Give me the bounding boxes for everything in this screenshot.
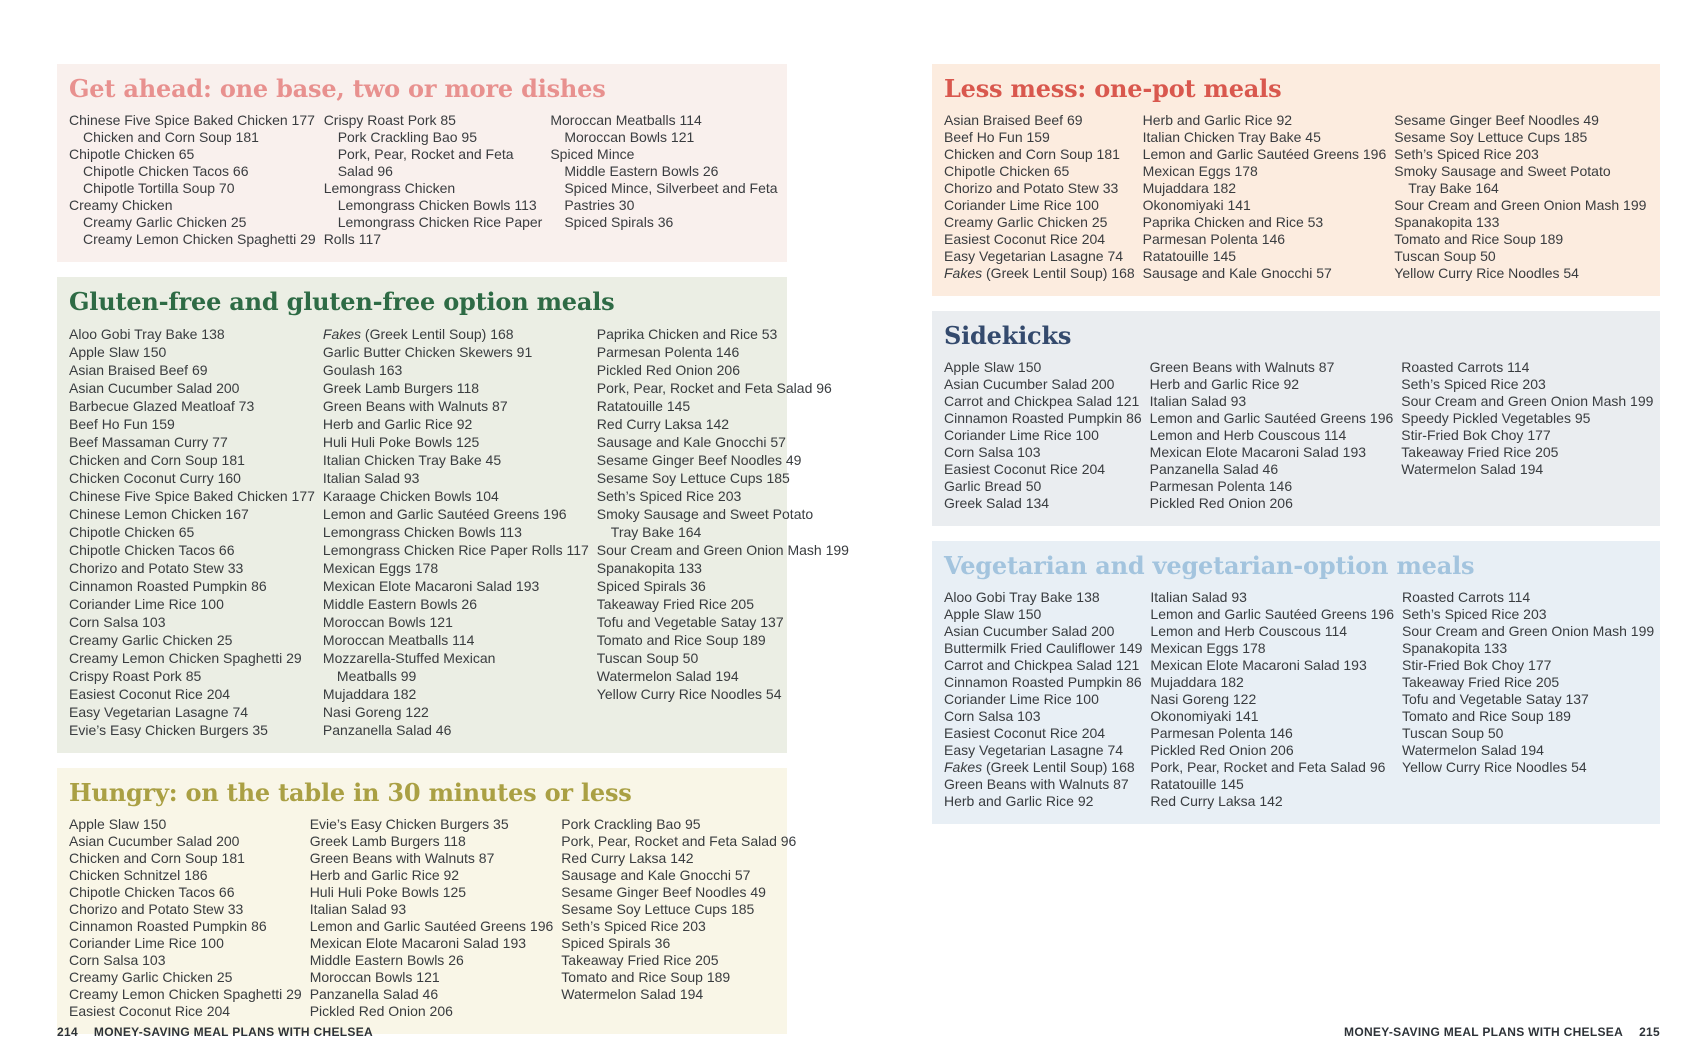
- list-item: Easiest Coconut Rice 204: [944, 461, 1106, 477]
- list-item: Moroccan Bowls 121: [309, 969, 440, 985]
- list-item: Huli Huli Poke Bowls 125: [309, 884, 467, 900]
- list-item: Chipotle Chicken 65: [69, 524, 195, 540]
- list-item: Fakes (Greek Lentil Soup) 168: [322, 326, 514, 342]
- list-item: Greek Salad 134: [944, 495, 1050, 511]
- list-item: Sour Cream and Green Onion Mash 199: [1394, 197, 1647, 213]
- list-item: Creamy Garlic Chicken 25: [69, 969, 233, 985]
- list-item: Beef Ho Fun 159: [69, 416, 175, 432]
- list-item: Easiest Coconut Rice 204: [944, 231, 1106, 247]
- list-item: Italian Salad 93: [1150, 589, 1247, 605]
- section-title: Hungry: on the table in 30 minutes or less: [69, 778, 632, 807]
- list-item: Apple Slaw 150: [944, 606, 1042, 622]
- list-item: Parmesan Polenta 146: [1150, 725, 1293, 741]
- list-item: Chicken and Corn Soup 181: [83, 129, 259, 145]
- list-item: Roasted Carrots 114: [1402, 589, 1531, 605]
- section-column: [323, 325, 597, 739]
- section-get-ahead: [57, 64, 787, 262]
- list-item: Easy Vegetarian Lasagne 74: [69, 704, 249, 720]
- list-item: Chicken Coconut Curry 160: [69, 470, 241, 486]
- list-item: Parmesan Polenta 146: [1149, 478, 1293, 494]
- list-item: Spiced Mince, Silverbeet and Feta: [564, 180, 778, 196]
- list-item: Pork Crackling Bao 95: [337, 129, 477, 145]
- list-item: Italian Salad 93: [309, 901, 407, 917]
- list-item: Mujaddara 182: [322, 686, 417, 702]
- list-item: Sesame Ginger Beef Noodles 49: [561, 884, 766, 900]
- running-title: MONEY-SAVING MEAL PLANS WITH CHELSEA: [93, 1025, 373, 1039]
- list-item: Herb and Garlic Rice 92: [309, 867, 460, 883]
- list-item: Asian Cucumber Salad 200: [69, 833, 240, 849]
- list-item: Ratatouille 145: [1150, 776, 1244, 792]
- list-item: Barbecue Glazed Meatloaf 73: [69, 398, 255, 414]
- list-item: Aloo Gobi Tray Bake 138: [944, 589, 1100, 605]
- list-item: Sesame Ginger Beef Noodles 49: [596, 452, 802, 468]
- section-hungry: [57, 768, 797, 1034]
- list-item: Chicken Schnitzel 186: [69, 867, 208, 883]
- list-item: Mozzarella-Stuffed Mexican: [322, 650, 496, 666]
- list-item: Okonomiyaki 141: [1142, 197, 1251, 213]
- list-item: Red Curry Laksa 142: [596, 416, 730, 432]
- list-item: Chicken and Corn Soup 181: [69, 452, 245, 468]
- list-item: Chipotle Chicken Tacos 66: [69, 884, 235, 900]
- page-number: 214: [57, 1025, 78, 1039]
- list-item: Mujaddara 182: [1150, 674, 1244, 690]
- section-column: [69, 816, 310, 1020]
- list-item: Cinnamon Roasted Pumpkin 86: [69, 578, 267, 594]
- list-item: Herb and Garlic Rice 92: [1149, 376, 1300, 392]
- list-item: Creamy Lemon Chicken Spaghetti 29: [69, 986, 302, 1002]
- list-item: Coriander Lime Rice 100: [944, 427, 1099, 443]
- list-item: Green Beans with Walnuts 87: [322, 398, 508, 414]
- list-item: Chorizo and Potato Stew 33: [69, 901, 244, 917]
- list-item: Coriander Lime Rice 100: [69, 596, 224, 612]
- list-item: Middle Eastern Bowls 26: [564, 163, 719, 179]
- list-item: Okonomiyaki 141: [1150, 708, 1259, 724]
- list-item: Easiest Coconut Rice 204: [69, 686, 231, 702]
- list-item: Takeaway Fried Rice 205: [561, 952, 719, 968]
- section-column: [1143, 112, 1395, 282]
- list-item: Panzanella Salad 46: [322, 722, 452, 738]
- list-item: Seth’s Spiced Rice 203: [596, 488, 742, 504]
- list-item: Moroccan Meatballs 114: [322, 632, 475, 648]
- section-column: [310, 816, 562, 1020]
- list-item: Huli Huli Poke Bowls 125: [322, 434, 480, 450]
- list-item: Corn Salsa 103: [944, 708, 1041, 724]
- list-item: Panzanella Salad 46: [1149, 461, 1279, 477]
- list-item: Asian Cucumber Salad 200: [944, 376, 1115, 392]
- section-column: [561, 816, 804, 1020]
- section-column: [550, 112, 785, 248]
- section-column: [1150, 359, 1402, 512]
- list-item: Sour Cream and Green Onion Mash 199: [1401, 393, 1654, 409]
- list-item: Tomato and Rice Soup 189: [561, 969, 731, 985]
- list-item: Spanakopita 133: [1402, 640, 1508, 656]
- list-item: Salad 96: [337, 163, 393, 179]
- list-item: Pork, Pear, Rocket and Feta Salad 96: [596, 380, 832, 396]
- list-item: Lemongrass Chicken: [323, 180, 456, 196]
- list-item: Beef Massaman Curry 77: [69, 434, 228, 450]
- list-item: Watermelon Salad 194: [561, 986, 704, 1002]
- list-item: Cinnamon Roasted Pumpkin 86: [69, 918, 267, 934]
- section-columns: [944, 589, 1655, 810]
- list-item: Chinese Five Spice Baked Chicken 177: [69, 112, 315, 128]
- list-item: Watermelon Salad 194: [596, 668, 739, 684]
- list-item: Spiced Spirals 36: [564, 214, 674, 230]
- list-item: Spanakopita 133: [1394, 214, 1500, 230]
- section-column: [944, 359, 1150, 512]
- list-item: Ratatouille 145: [596, 398, 691, 414]
- list-item: Carrot and Chickpea Salad 121: [944, 393, 1140, 409]
- section-column: [1401, 359, 1661, 512]
- section-column: [597, 325, 857, 739]
- list-item: Sesame Soy Lettuce Cups 185: [561, 901, 755, 917]
- list-item: Lemon and Garlic Sautéed Greens 196: [1149, 410, 1394, 426]
- section-columns: [69, 112, 777, 248]
- list-item: Asian Cucumber Salad 200: [69, 380, 240, 396]
- list-item: Herb and Garlic Rice 92: [944, 793, 1094, 809]
- list-item: Mexican Elote Macaroni Salad 193: [322, 578, 540, 594]
- list-item: Aloo Gobi Tray Bake 138: [69, 326, 225, 342]
- list-item: Pork, Pear, Rocket and Feta Salad 96: [1150, 759, 1386, 775]
- list-item: Italian Chicken Tray Bake 45: [1142, 129, 1321, 145]
- list-item: Tofu and Vegetable Satay 137: [596, 614, 784, 630]
- list-item: Red Curry Laksa 142: [1150, 793, 1283, 809]
- list-item: Tofu and Vegetable Satay 137: [1402, 691, 1589, 707]
- list-item: Sour Cream and Green Onion Mash 199: [1402, 623, 1655, 639]
- list-item: Easy Vegetarian Lasagne 74: [944, 248, 1124, 264]
- list-item: Sesame Soy Lettuce Cups 185: [596, 470, 790, 486]
- list-item: Seth’s Spiced Rice 203: [561, 918, 706, 934]
- list-item: Pickled Red Onion 206: [596, 362, 740, 378]
- list-item: Lemon and Garlic Sautéed Greens 196: [1142, 146, 1387, 162]
- list-item: Lemongrass Chicken Bowls 113: [322, 524, 522, 540]
- list-item: Yellow Curry Rice Noodles 54: [1394, 265, 1579, 281]
- list-item: Coriander Lime Rice 100: [69, 935, 224, 951]
- list-item: Greek Lamb Burgers 118: [322, 380, 480, 396]
- list-item: Mexican Eggs 178: [1150, 640, 1266, 656]
- list-item: Tuscan Soup 50: [596, 650, 699, 666]
- list-item: Sesame Ginger Beef Noodles 49: [1394, 112, 1599, 128]
- list-item: Chinese Five Spice Baked Chicken 177: [69, 488, 315, 504]
- list-item: Tray Bake 164: [610, 524, 702, 540]
- list-item: Asian Braised Beef 69: [944, 112, 1083, 128]
- list-item: Pork, Pear, Rocket and Feta: [337, 146, 514, 162]
- list-item: Green Beans with Walnuts 87: [944, 776, 1129, 792]
- list-item: Easiest Coconut Rice 204: [69, 1003, 231, 1019]
- list-item: Rolls 117: [323, 231, 382, 247]
- list-item: Creamy Chicken: [69, 197, 173, 213]
- list-item: Tomato and Rice Soup 189: [1402, 708, 1571, 724]
- list-item: Creamy Garlic Chicken 25: [944, 214, 1108, 230]
- section-column: [944, 112, 1143, 282]
- list-item: Creamy Lemon Chicken Spaghetti 29: [69, 650, 302, 666]
- list-item: Herb and Garlic Rice 92: [322, 416, 473, 432]
- list-item: Chicken and Corn Soup 181: [944, 146, 1120, 162]
- list-item: Mexican Eggs 178: [322, 560, 439, 576]
- list-item: Nasi Goreng 122: [1150, 691, 1257, 707]
- section-column: [324, 112, 551, 248]
- list-item: Tuscan Soup 50: [1402, 725, 1504, 741]
- list-item: Carrot and Chickpea Salad 121: [944, 657, 1140, 673]
- list-item: Corn Salsa 103: [69, 952, 166, 968]
- list-item: Creamy Garlic Chicken 25: [69, 632, 233, 648]
- list-item: Nasi Goreng 122: [322, 704, 429, 720]
- section-column: [69, 325, 323, 739]
- list-item: Moroccan Bowls 121: [564, 129, 695, 145]
- list-item: Tuscan Soup 50: [1394, 248, 1496, 264]
- section-columns: [69, 816, 797, 1020]
- list-item: Pickled Red Onion 206: [1150, 742, 1294, 758]
- list-item: Middle Eastern Bowls 26: [322, 596, 477, 612]
- list-item: Pork, Pear, Rocket and Feta Salad 96: [561, 833, 797, 849]
- section-gluten-free: [57, 277, 849, 753]
- list-item: Evie’s Easy Chicken Burgers 35: [309, 816, 509, 832]
- list-item: Mexican Elote Macaroni Salad 193: [309, 935, 527, 951]
- list-item: Spiced Spirals 36: [561, 935, 671, 951]
- section-column: [1402, 589, 1662, 810]
- list-item: Asian Cucumber Salad 200: [944, 623, 1115, 639]
- section-columns: [944, 359, 1654, 512]
- list-item: Smoky Sausage and Sweet Potato: [596, 506, 814, 522]
- list-item: Moroccan Meatballs 114: [550, 112, 702, 128]
- list-item: Sausage and Kale Gnocchi 57: [1142, 265, 1332, 281]
- list-item: Tray Bake 164: [1408, 180, 1499, 196]
- list-item: Stir-Fried Bok Choy 177: [1401, 427, 1551, 443]
- list-item: Evie’s Easy Chicken Burgers 35: [69, 722, 268, 738]
- list-item: Middle Eastern Bowls 26: [309, 952, 464, 968]
- list-item: Takeaway Fried Rice 205: [596, 596, 754, 612]
- list-item: Goulash 163: [322, 362, 403, 378]
- list-item: Chipotle Chicken Tacos 66: [69, 542, 235, 558]
- list-item: Coriander Lime Rice 100: [944, 691, 1099, 707]
- list-item: Green Beans with Walnuts 87: [1149, 359, 1335, 375]
- list-item: Italian Chicken Tray Bake 45: [322, 452, 502, 468]
- list-item: Red Curry Laksa 142: [561, 850, 694, 866]
- list-item: Cinnamon Roasted Pumpkin 86: [944, 410, 1142, 426]
- list-item: Parmesan Polenta 146: [596, 344, 740, 360]
- list-item: Herb and Garlic Rice 92: [1142, 112, 1293, 128]
- list-item: Chipotle Chicken Tacos 66: [83, 163, 249, 179]
- list-item: Tomato and Rice Soup 189: [1394, 231, 1564, 247]
- list-item: Garlic Bread 50: [944, 478, 1042, 494]
- list-item: Mexican Eggs 178: [1142, 163, 1258, 179]
- section-sidekicks: [932, 311, 1660, 526]
- list-item: Fakes (Greek Lentil Soup) 168: [944, 759, 1135, 775]
- list-item: Lemongrass Chicken Bowls 113: [337, 197, 537, 213]
- list-item: Crispy Roast Pork 85: [69, 668, 202, 684]
- list-item: Watermelon Salad 194: [1402, 742, 1544, 758]
- section-column: [1150, 589, 1402, 810]
- list-item: Moroccan Bowls 121: [322, 614, 453, 630]
- list-item: Roasted Carrots 114: [1401, 359, 1530, 375]
- page-number: 215: [1639, 1025, 1660, 1039]
- list-item: Takeaway Fried Rice 205: [1402, 674, 1560, 690]
- list-item: Chipotle Chicken 65: [944, 163, 1070, 179]
- section-column: [69, 112, 324, 248]
- section-title: Vegetarian and vegetarian-option meals: [944, 551, 1475, 580]
- list-item: Easy Vegetarian Lasagne 74: [944, 742, 1124, 758]
- list-item: Spanakopita 133: [596, 560, 702, 576]
- page-footer-left: [57, 1025, 373, 1039]
- list-item: Meatballs 99: [336, 668, 417, 684]
- list-item: Pork Crackling Bao 95: [561, 816, 701, 832]
- list-item: Watermelon Salad 194: [1401, 461, 1544, 477]
- list-item: Chicken and Corn Soup 181: [69, 850, 245, 866]
- list-item: Chipotle Tortilla Soup 70: [83, 180, 235, 196]
- list-item: Sausage and Kale Gnocchi 57: [596, 434, 786, 450]
- list-item: Sausage and Kale Gnocchi 57: [561, 867, 751, 883]
- list-item: Paprika Chicken and Rice 53: [1142, 214, 1324, 230]
- page-right: [848, 0, 1696, 1053]
- list-item: Buttermilk Fried Cauliflower 149: [944, 640, 1143, 656]
- section-vegetarian: [932, 541, 1660, 824]
- list-item: Parmesan Polenta 146: [1142, 231, 1286, 247]
- list-item: Smoky Sausage and Sweet Potato: [1394, 163, 1611, 179]
- list-item: Yellow Curry Rice Noodles 54: [596, 686, 782, 702]
- list-item: Mujaddara 182: [1142, 180, 1237, 196]
- list-item: Paprika Chicken and Rice 53: [596, 326, 778, 342]
- list-item: Beef Ho Fun 159: [944, 129, 1050, 145]
- list-item: Apple Slaw 150: [69, 344, 167, 360]
- page-footer-right: [1344, 1025, 1660, 1039]
- list-item: Sesame Soy Lettuce Cups 185: [1394, 129, 1588, 145]
- list-item: Panzanella Salad 46: [309, 986, 439, 1002]
- list-item: Ratatouille 145: [1142, 248, 1237, 264]
- list-item: Seth’s Spiced Rice 203: [1402, 606, 1547, 622]
- list-item: Chorizo and Potato Stew 33: [944, 180, 1119, 196]
- list-item: Lemongrass Chicken Rice Paper Rolls 117: [322, 542, 589, 558]
- list-item: Stir-Fried Bok Choy 177: [1402, 657, 1552, 673]
- section-title: Gluten-free and gluten-free option meals: [69, 287, 615, 316]
- list-item: Lemon and Garlic Sautéed Greens 196: [309, 918, 554, 934]
- list-item: Creamy Garlic Chicken 25: [83, 214, 247, 230]
- section-columns: [69, 325, 849, 739]
- list-item: Sour Cream and Green Onion Mash 199: [596, 542, 849, 558]
- list-item: Coriander Lime Rice 100: [944, 197, 1099, 213]
- list-item: Corn Salsa 103: [69, 614, 166, 630]
- list-item: Lemon and Herb Couscous 114: [1150, 623, 1348, 639]
- section-title: Less mess: one-pot meals: [944, 74, 1282, 103]
- list-item: Pickled Red Onion 206: [309, 1003, 453, 1019]
- section-columns: [944, 112, 1650, 282]
- list-item: Pastries 30: [564, 197, 635, 213]
- list-item: Green Beans with Walnuts 87: [309, 850, 495, 866]
- list-item: Lemon and Garlic Sautéed Greens 196: [1150, 606, 1395, 622]
- list-item: Mexican Elote Macaroni Salad 193: [1150, 657, 1367, 673]
- list-item: Apple Slaw 150: [944, 359, 1042, 375]
- list-item: Crispy Roast Pork 85: [323, 112, 456, 128]
- list-item: Greek Lamb Burgers 118: [309, 833, 466, 849]
- list-item: Lemon and Garlic Sautéed Greens 196: [322, 506, 567, 522]
- section-column: [944, 589, 1150, 810]
- list-item: Lemon and Herb Couscous 114: [1149, 427, 1347, 443]
- list-item: Mexican Elote Macaroni Salad 193: [1149, 444, 1367, 460]
- list-item: Fakes (Greek Lentil Soup) 168: [944, 265, 1135, 281]
- section-title: Sidekicks: [944, 321, 1072, 350]
- list-item: Karaage Chicken Bowls 104: [322, 488, 499, 504]
- list-item: Garlic Butter Chicken Skewers 91: [322, 344, 533, 360]
- list-item: Easiest Coconut Rice 204: [944, 725, 1106, 741]
- list-item: Apple Slaw 150: [69, 816, 167, 832]
- list-item: Spiced Mince: [550, 146, 635, 162]
- list-item: Cinnamon Roasted Pumpkin 86: [944, 674, 1142, 690]
- list-item: Seth’s Spiced Rice 203: [1394, 146, 1539, 162]
- list-item: Italian Salad 93: [322, 470, 420, 486]
- list-item: Tomato and Rice Soup 189: [596, 632, 766, 648]
- list-item: Chipotle Chicken 65: [69, 146, 195, 162]
- list-item: Seth’s Spiced Rice 203: [1401, 376, 1546, 392]
- list-item: Takeaway Fried Rice 205: [1401, 444, 1559, 460]
- list-item: Corn Salsa 103: [944, 444, 1041, 460]
- list-item: Spiced Spirals 36: [596, 578, 706, 594]
- list-item: Yellow Curry Rice Noodles 54: [1402, 759, 1587, 775]
- section-column: [1394, 112, 1654, 282]
- section-less-mess: [932, 64, 1660, 296]
- section-title: Get ahead: one base, two or more dishes: [69, 74, 606, 103]
- list-item: Chinese Lemon Chicken 167: [69, 506, 249, 522]
- list-item: Pickled Red Onion 206: [1149, 495, 1293, 511]
- list-item: Asian Braised Beef 69: [69, 362, 208, 378]
- list-item: Italian Salad 93: [1149, 393, 1247, 409]
- running-title: MONEY-SAVING MEAL PLANS WITH CHELSEA: [1344, 1025, 1624, 1039]
- list-item: Creamy Lemon Chicken Spaghetti 29: [83, 231, 316, 247]
- list-item: Speedy Pickled Vegetables 95: [1401, 410, 1591, 426]
- list-item: Chorizo and Potato Stew 33: [69, 560, 244, 576]
- list-item: Lemongrass Chicken Rice Paper: [337, 214, 543, 230]
